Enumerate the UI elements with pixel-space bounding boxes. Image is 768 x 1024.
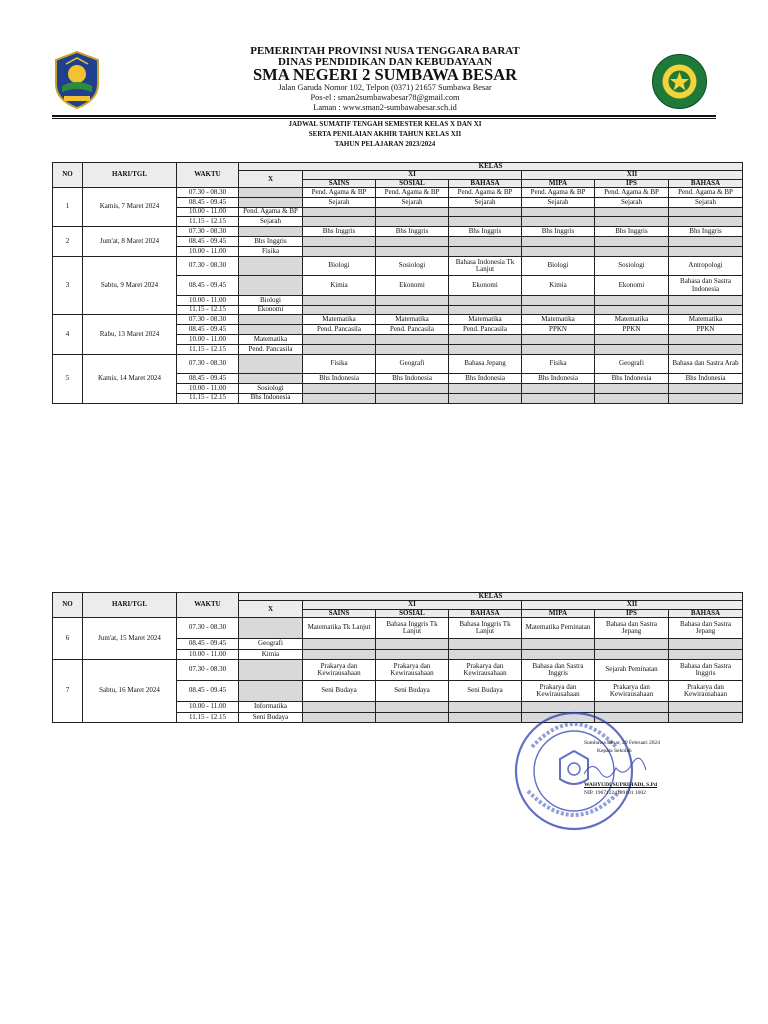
cell-bahasa: Pend. Pancasila bbox=[449, 325, 522, 335]
cell-sains: Seni Budaya bbox=[303, 681, 376, 702]
cell-bahasa: Seni Budaya bbox=[449, 681, 522, 702]
header-sosial: SOSIAL bbox=[376, 609, 449, 617]
cell-x: Informatika bbox=[239, 702, 303, 713]
cell-sosial bbox=[376, 344, 449, 354]
cell-mipa: PPKN bbox=[522, 325, 595, 335]
cell-x bbox=[239, 315, 303, 325]
cell-sains: Matematika bbox=[303, 315, 376, 325]
cell-sains: Pend. Pancasila bbox=[303, 325, 376, 335]
cell-bahasa2 bbox=[669, 334, 743, 344]
cell-sosial: Bhs Inggris bbox=[376, 227, 449, 237]
cell-sains bbox=[303, 334, 376, 344]
cell-bahasa bbox=[449, 305, 522, 315]
letterhead-line2: DINAS PENDIDIKAN DAN KEBUDAYAAN bbox=[277, 56, 493, 68]
day-date: Kamis, 7 Maret 2024 bbox=[83, 188, 177, 227]
cell-bahasa2 bbox=[669, 639, 743, 650]
cell-mipa: Bhs Indonesia bbox=[522, 374, 595, 384]
cell-sosial: Pend. Agama & BP bbox=[376, 188, 449, 198]
cell-ips bbox=[595, 334, 669, 344]
cell-sosial bbox=[376, 702, 449, 713]
slot-time: 10.00 - 11.00 bbox=[177, 334, 239, 344]
slot-time: 10.00 - 11.00 bbox=[177, 295, 239, 305]
school-email: Pos-el : sman2sumbawabesar78@gmail.com bbox=[310, 93, 460, 102]
table-row bbox=[53, 256, 743, 276]
cell-sains bbox=[303, 344, 376, 354]
slot-time: 11.15 - 12.15 bbox=[177, 393, 239, 403]
cell-bahasa2: Bahasa dan Sastra Jepang bbox=[669, 618, 743, 639]
doc-title-line2: SERTA PENILAIAN AKHIR TAHUN KELAS XII bbox=[308, 130, 462, 138]
cell-bahasa: Bahasa Indonesia Tk Lanjut bbox=[449, 256, 522, 276]
slot-time: 10.00 - 11.00 bbox=[177, 649, 239, 660]
header-bahasa2: BAHASA bbox=[669, 179, 743, 187]
cell-x: Ekonomi bbox=[239, 305, 303, 315]
cell-sosial: Seni Budaya bbox=[376, 681, 449, 702]
cell-bahasa: Bhs Indonesia bbox=[449, 374, 522, 384]
school-name: SMA NEGERI 2 SUMBAWA BESAR bbox=[252, 65, 518, 84]
cell-bahasa2 bbox=[669, 702, 743, 713]
cell-bahasa2: PPKN bbox=[669, 325, 743, 335]
cell-mipa bbox=[522, 207, 595, 217]
cell-x bbox=[239, 197, 303, 207]
day-date: Jum'at, 15 Maret 2024 bbox=[83, 618, 177, 660]
signature-place-date: Sumbawa Besar, 29 Februari 2024 bbox=[584, 740, 661, 746]
cell-sains bbox=[303, 237, 376, 247]
cell-sosial bbox=[376, 207, 449, 217]
cell-x bbox=[239, 354, 303, 374]
cell-mipa: Biologi bbox=[522, 256, 595, 276]
cell-bahasa: Ekonomi bbox=[449, 276, 522, 296]
cell-sosial: Geografi bbox=[376, 354, 449, 374]
cell-mipa bbox=[522, 649, 595, 660]
cell-bahasa: Bahasa Jepang bbox=[449, 354, 522, 374]
cell-sosial: Matematika bbox=[376, 315, 449, 325]
cell-sosial bbox=[376, 649, 449, 660]
cell-x: Pend. Agama & BP bbox=[239, 207, 303, 217]
slot-time: 10.00 - 11.00 bbox=[177, 702, 239, 713]
cell-sosial: Prakarya dan Kewirausahaan bbox=[376, 660, 449, 681]
signature-name: WAHYUDI SUPRIHADI, S.Pd bbox=[584, 782, 658, 788]
slot-time: 08.45 - 09.45 bbox=[177, 276, 239, 296]
cell-sosial bbox=[376, 712, 449, 723]
slot-time: 07.30 - 08.30 bbox=[177, 188, 239, 198]
cell-mipa bbox=[522, 237, 595, 247]
header-no: NO bbox=[53, 163, 83, 188]
cell-ips bbox=[595, 246, 669, 256]
cell-sains bbox=[303, 383, 376, 393]
table-row bbox=[53, 227, 743, 237]
cell-ips: Bhs Indonesia bbox=[595, 374, 669, 384]
header-mipa: MIPA bbox=[522, 609, 595, 617]
header-x: X bbox=[239, 171, 303, 188]
cell-mipa bbox=[522, 393, 595, 403]
slot-time: 07.30 - 08.30 bbox=[177, 256, 239, 276]
cell-bahasa bbox=[449, 639, 522, 650]
cell-sains bbox=[303, 393, 376, 403]
cell-ips bbox=[595, 295, 669, 305]
cell-ips bbox=[595, 207, 669, 217]
cell-mipa bbox=[522, 246, 595, 256]
header-hari: HARI/TGL bbox=[83, 163, 177, 188]
cell-x: Geografi bbox=[239, 639, 303, 650]
table-row bbox=[53, 618, 743, 639]
cell-bahasa2: Bahasa dan Sastra Indonesia bbox=[669, 276, 743, 296]
cell-bahasa2: Matematika bbox=[669, 315, 743, 325]
cell-mipa: Kimia bbox=[522, 276, 595, 296]
cell-sosial bbox=[376, 217, 449, 227]
cell-bahasa bbox=[449, 649, 522, 660]
cell-bahasa2 bbox=[669, 237, 743, 247]
cell-sosial bbox=[376, 246, 449, 256]
cell-sains: Fisika bbox=[303, 354, 376, 374]
cell-sosial: Ekonomi bbox=[376, 276, 449, 296]
cell-ips: Matematika bbox=[595, 315, 669, 325]
day-number: 4 bbox=[53, 315, 83, 354]
header-kelas: KELAS bbox=[239, 163, 743, 171]
header-row-1 bbox=[53, 163, 743, 171]
cell-bahasa bbox=[449, 207, 522, 217]
day-number: 2 bbox=[53, 227, 83, 256]
day-number: 7 bbox=[53, 660, 83, 723]
header-waktu: WAKTU bbox=[177, 163, 239, 188]
cell-mipa bbox=[522, 639, 595, 650]
school-website: Laman : www.sman2-sumbawabesar.sch.id bbox=[313, 103, 457, 112]
cell-sains: Bhs Inggris bbox=[303, 227, 376, 237]
cell-sosial bbox=[376, 237, 449, 247]
table-row bbox=[53, 188, 743, 198]
cell-bahasa bbox=[449, 383, 522, 393]
cell-x: Sejarah bbox=[239, 217, 303, 227]
cell-bahasa2 bbox=[669, 393, 743, 403]
school-logo-icon bbox=[651, 53, 708, 110]
header-xi: XI bbox=[303, 601, 522, 609]
cell-sosial bbox=[376, 334, 449, 344]
day-date: Sabtu, 16 Maret 2024 bbox=[83, 660, 177, 723]
cell-mipa bbox=[522, 383, 595, 393]
cell-bahasa: Bhs Inggris bbox=[449, 227, 522, 237]
cell-ips bbox=[595, 393, 669, 403]
header-xii: XII bbox=[522, 601, 743, 609]
cell-mipa bbox=[522, 305, 595, 315]
cell-ips: Ekonomi bbox=[595, 276, 669, 296]
cell-bahasa2 bbox=[669, 295, 743, 305]
cell-ips bbox=[595, 217, 669, 227]
cell-x bbox=[239, 325, 303, 335]
cell-ips: Pend. Agama & BP bbox=[595, 188, 669, 198]
cell-sains bbox=[303, 246, 376, 256]
cell-bahasa bbox=[449, 295, 522, 305]
cell-ips: Geografi bbox=[595, 354, 669, 374]
cell-x: Bhs Indonesia bbox=[239, 393, 303, 403]
header-bahasa: BAHASA bbox=[449, 609, 522, 617]
cell-sains bbox=[303, 712, 376, 723]
cell-sains: Kimia bbox=[303, 276, 376, 296]
cell-mipa bbox=[522, 217, 595, 227]
letterhead-divider-thin bbox=[52, 118, 716, 119]
cell-ips bbox=[595, 649, 669, 660]
cell-sains: Bhs Indonesia bbox=[303, 374, 376, 384]
cell-x: Bhs Inggris bbox=[239, 237, 303, 247]
cell-bahasa2: Pend. Agama & BP bbox=[669, 188, 743, 198]
cell-bahasa: Sejarah bbox=[449, 197, 522, 207]
header-xi: XI bbox=[303, 171, 522, 179]
cell-bahasa2: Antropologi bbox=[669, 256, 743, 276]
slot-time: 11.15 - 12.15 bbox=[177, 217, 239, 227]
cell-bahasa2: Bhs Indonesia bbox=[669, 374, 743, 384]
cell-sains bbox=[303, 207, 376, 217]
cell-bahasa2: Prakarya dan Kewirausahaan bbox=[669, 681, 743, 702]
slot-time: 08.45 - 09.45 bbox=[177, 237, 239, 247]
cell-bahasa: Matematika bbox=[449, 315, 522, 325]
cell-sosial bbox=[376, 393, 449, 403]
signature-mark-icon bbox=[580, 756, 650, 782]
schedule-table-2 bbox=[52, 592, 743, 723]
cell-ips bbox=[595, 305, 669, 315]
cell-sains: Matematika Tk Lanjut bbox=[303, 618, 376, 639]
cell-mipa: Fisika bbox=[522, 354, 595, 374]
header-x: X bbox=[239, 601, 303, 618]
cell-mipa: Bahasa dan Sastra Inggris bbox=[522, 660, 595, 681]
cell-x: Sosiologi bbox=[239, 383, 303, 393]
slot-time: 08.45 - 09.45 bbox=[177, 374, 239, 384]
cell-ips bbox=[595, 639, 669, 650]
cell-bahasa2: Bahasa dan Sastra Arab bbox=[669, 354, 743, 374]
cell-bahasa: Prakarya dan Kewirausahaan bbox=[449, 660, 522, 681]
header-ips: IPS bbox=[595, 179, 669, 187]
cell-sains: Prakarya dan Kewirausahaan bbox=[303, 660, 376, 681]
doc-title-line1: JADWAL SUMATIF TENGAH SEMESTER KELAS X DAN XI bbox=[288, 120, 482, 128]
cell-bahasa bbox=[449, 217, 522, 227]
cell-bahasa bbox=[449, 246, 522, 256]
slot-time: 08.45 - 09.45 bbox=[177, 639, 239, 650]
cell-ips: Sosiologi bbox=[595, 256, 669, 276]
cell-sains bbox=[303, 217, 376, 227]
cell-x: Matematika bbox=[239, 334, 303, 344]
cell-bahasa bbox=[449, 344, 522, 354]
header-hari: HARI/TGL bbox=[83, 593, 177, 618]
cell-ips: Sejarah bbox=[595, 197, 669, 207]
slot-time: 07.30 - 08.30 bbox=[177, 618, 239, 639]
cell-mipa bbox=[522, 295, 595, 305]
header-sains: SAINS bbox=[303, 179, 376, 187]
slot-time: 11.15 - 12.15 bbox=[177, 344, 239, 354]
day-date: Rabu, 13 Maret 2024 bbox=[83, 315, 177, 354]
cell-bahasa2: Bhs Inggris bbox=[669, 227, 743, 237]
header-sosial: SOSIAL bbox=[376, 179, 449, 187]
cell-bahasa2: Bahasa dan Sastra Inggris bbox=[669, 660, 743, 681]
cell-ips: Bhs Inggris bbox=[595, 227, 669, 237]
cell-x bbox=[239, 188, 303, 198]
cell-x: Fisika bbox=[239, 246, 303, 256]
slot-time: 11.15 - 12.15 bbox=[177, 305, 239, 315]
slot-time: 07.30 - 08.30 bbox=[177, 660, 239, 681]
cell-x bbox=[239, 681, 303, 702]
cell-mipa: Bhs Inggris bbox=[522, 227, 595, 237]
day-number: 1 bbox=[53, 188, 83, 227]
cell-ips bbox=[595, 344, 669, 354]
cell-sosial: Pend. Pancasila bbox=[376, 325, 449, 335]
cell-ips bbox=[595, 237, 669, 247]
cell-bahasa2: Sejarah bbox=[669, 197, 743, 207]
cell-bahasa: Pend. Agama & BP bbox=[449, 188, 522, 198]
cell-mipa bbox=[522, 344, 595, 354]
cell-sosial: Bahasa Inggris Tk Lanjut bbox=[376, 618, 449, 639]
cell-sains bbox=[303, 649, 376, 660]
slot-time: 08.45 - 09.45 bbox=[177, 681, 239, 702]
cell-x: Kimia bbox=[239, 649, 303, 660]
table-row bbox=[53, 315, 743, 325]
letterhead-line1: PEMERINTAH PROVINSI NUSA TENGGARA BARAT bbox=[250, 45, 520, 57]
cell-ips: Bahasa dan Sastra Jepang bbox=[595, 618, 669, 639]
table-row bbox=[53, 660, 743, 681]
slot-time: 07.30 - 08.30 bbox=[177, 315, 239, 325]
cell-bahasa: Bahasa Inggris Tk Lanjut bbox=[449, 618, 522, 639]
cell-mipa: Matematika bbox=[522, 315, 595, 325]
cell-x bbox=[239, 276, 303, 296]
cell-x: Pend. Pancasila bbox=[239, 344, 303, 354]
slot-time: 07.30 - 08.30 bbox=[177, 227, 239, 237]
cell-ips: Prakarya dan Kewirausahaan bbox=[595, 681, 669, 702]
day-date: Jum'at, 8 Maret 2024 bbox=[83, 227, 177, 256]
cell-sosial bbox=[376, 383, 449, 393]
cell-ips: PPKN bbox=[595, 325, 669, 335]
header-kelas: KELAS bbox=[239, 593, 743, 601]
cell-bahasa2 bbox=[669, 344, 743, 354]
cell-sains bbox=[303, 305, 376, 315]
day-number: 6 bbox=[53, 618, 83, 660]
cell-sosial: Sejarah bbox=[376, 197, 449, 207]
slot-time: 08.45 - 09.45 bbox=[177, 325, 239, 335]
cell-bahasa2 bbox=[669, 383, 743, 393]
cell-sains: Pend. Agama & BP bbox=[303, 188, 376, 198]
header-waktu: WAKTU bbox=[177, 593, 239, 618]
header-xii: XII bbox=[522, 171, 743, 179]
slot-time: 10.00 - 11.00 bbox=[177, 246, 239, 256]
letterhead-divider bbox=[52, 115, 716, 117]
cell-sosial: Sosiologi bbox=[376, 256, 449, 276]
cell-x: Biologi bbox=[239, 295, 303, 305]
cell-bahasa bbox=[449, 334, 522, 344]
cell-sosial bbox=[376, 639, 449, 650]
slot-time: 11.15 - 12.15 bbox=[177, 712, 239, 723]
cell-x bbox=[239, 374, 303, 384]
school-address: Jalan Garuda Nomor 102, Telpon (0371) 21657 Sumbawa Besar bbox=[278, 83, 492, 92]
slot-time: 10.00 - 11.00 bbox=[177, 207, 239, 217]
cell-ips bbox=[595, 383, 669, 393]
header-bahasa2: BAHASA bbox=[669, 609, 743, 617]
cell-bahasa2 bbox=[669, 246, 743, 256]
cell-sains: Sejarah bbox=[303, 197, 376, 207]
day-number: 5 bbox=[53, 354, 83, 403]
signature-nip: NIP. 19671224199101 1002 bbox=[584, 790, 646, 796]
doc-title-line3: TAHUN PELAJARAN 2023/2024 bbox=[334, 140, 436, 148]
header-row-1 bbox=[53, 593, 743, 601]
cell-sosial bbox=[376, 305, 449, 315]
cell-sains: Biologi bbox=[303, 256, 376, 276]
header-no: NO bbox=[53, 593, 83, 618]
cell-x bbox=[239, 256, 303, 276]
cell-bahasa bbox=[449, 237, 522, 247]
cell-sosial bbox=[376, 295, 449, 305]
cell-sosial: Bhs Indonesia bbox=[376, 374, 449, 384]
letterhead bbox=[0, 0, 768, 120]
cell-mipa: Prakarya dan Kewirausahaan bbox=[522, 681, 595, 702]
cell-bahasa2 bbox=[669, 712, 743, 723]
slot-time: 10.00 - 11.00 bbox=[177, 383, 239, 393]
header-ips: IPS bbox=[595, 609, 669, 617]
header-sains: SAINS bbox=[303, 609, 376, 617]
header-mipa: MIPA bbox=[522, 179, 595, 187]
cell-x bbox=[239, 227, 303, 237]
cell-ips: Sejarah Peminatan bbox=[595, 660, 669, 681]
slot-time: 07.30 - 08.30 bbox=[177, 354, 239, 374]
cell-bahasa2 bbox=[669, 649, 743, 660]
schedule-table-1 bbox=[52, 162, 743, 404]
signature-role: Kepala Sekolah bbox=[597, 748, 632, 754]
cell-x bbox=[239, 618, 303, 639]
cell-mipa: Matematika Peminatan bbox=[522, 618, 595, 639]
cell-sains bbox=[303, 295, 376, 305]
cell-x bbox=[239, 660, 303, 681]
cell-bahasa2 bbox=[669, 305, 743, 315]
cell-mipa: Pend. Agama & BP bbox=[522, 188, 595, 198]
cell-sains bbox=[303, 702, 376, 713]
cell-sains bbox=[303, 639, 376, 650]
cell-mipa: Sejarah bbox=[522, 197, 595, 207]
ntb-province-logo-icon bbox=[52, 50, 102, 110]
slot-time: 08.45 - 09.45 bbox=[177, 197, 239, 207]
header-bahasa: BAHASA bbox=[449, 179, 522, 187]
day-date: Sabtu, 9 Maret 2024 bbox=[83, 256, 177, 315]
cell-bahasa2 bbox=[669, 217, 743, 227]
cell-bahasa bbox=[449, 393, 522, 403]
cell-mipa bbox=[522, 334, 595, 344]
day-number: 3 bbox=[53, 256, 83, 315]
cell-x: Seni Budaya bbox=[239, 712, 303, 723]
day-date: Kamis, 14 Maret 2024 bbox=[83, 354, 177, 403]
cell-bahasa2 bbox=[669, 207, 743, 217]
table-row bbox=[53, 354, 743, 374]
